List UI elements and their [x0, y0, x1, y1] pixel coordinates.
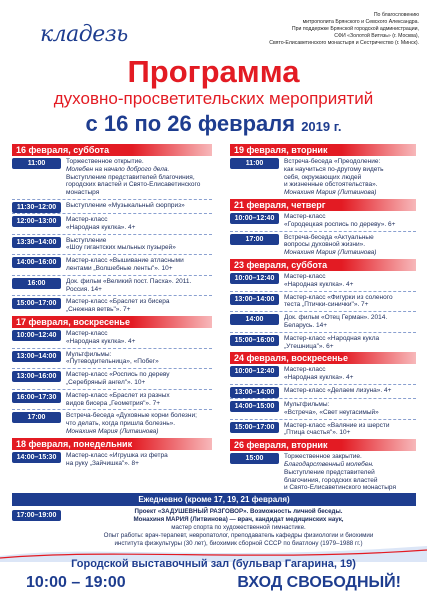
event-time: 13:00–14:00 [230, 387, 279, 398]
event-row [230, 271, 416, 292]
event-row [12, 349, 212, 370]
event-row [230, 364, 416, 385]
event-line: Выступление представителей благочиния, [66, 173, 195, 181]
event-line: городских властей и Свято-Елисаветинского [66, 181, 201, 189]
event-time: 17:00 [12, 412, 61, 423]
event-description [279, 420, 416, 440]
event-line: Беларусь. 14+ [284, 321, 328, 329]
blessing-text [219, 12, 419, 47]
event-line: „Серебряный ангел"». 10+ [66, 378, 146, 386]
event-line: себя, окружающих людей [284, 173, 362, 181]
event-row [12, 369, 212, 390]
event-description [61, 296, 212, 316]
event-line: «Народная куклка». 4+ [66, 337, 136, 345]
event-time: 13:00–14:00 [12, 351, 61, 362]
day-section [12, 438, 212, 470]
event-row [12, 276, 212, 297]
daily-header: Ежедневно (кроме 17, 19, 21 февраля) [12, 493, 416, 506]
day-header: 26 февраля, вторник [230, 439, 416, 451]
event-description [279, 156, 416, 199]
event-line: Мастер-класс «Делаем лизуна». 4+ [284, 386, 392, 394]
event-line: Монахиня Мария (Литвинова) [284, 249, 377, 257]
event-time: 11:00 [230, 158, 279, 169]
daily-line: института физкультуры (30 лет), биохимик сборной СССР по биатлону (1979–1988 гг.) [114, 540, 363, 548]
venue-address: Городской выставочный зал (бульвар Гагарина, 19) [71, 558, 356, 570]
event-description [61, 349, 212, 369]
event-row [12, 255, 212, 276]
event-time: 16:00 [12, 278, 61, 289]
event-time: 14:00 [230, 314, 279, 325]
event-line: Мастер-класс «Народная кукла [284, 334, 380, 342]
event-line: монастыря [66, 189, 100, 197]
event-row [230, 156, 416, 199]
day-header: 19 февраля, вторник [230, 144, 416, 156]
event-line: и Свято-Елисаветинского монастыря [284, 484, 396, 492]
event-time: 14:00–15:30 [12, 452, 61, 463]
event-time: 15:00 [230, 453, 279, 464]
event-time: 15:00–17:00 [12, 298, 61, 309]
event-line: „Птица счастья"». 10+ [284, 429, 351, 437]
day-section [230, 439, 416, 494]
event-time: 10:00–12:40 [230, 273, 279, 284]
event-description [61, 200, 212, 213]
event-time: 10:00–12:40 [230, 213, 279, 224]
event-row [230, 211, 416, 232]
event-line: Монахиня Мария (Литвинова) [284, 189, 377, 197]
event-time: 15:00–17:00 [230, 422, 279, 433]
blessing-line: Свято-Елисаветинского монастыря и Сестричество (г. Минск). [269, 40, 419, 47]
event-row [12, 200, 212, 214]
blessing-line: СФИ «Золотой Витязь» (г. Москва), [334, 33, 419, 40]
event-time: 11:00 [12, 158, 61, 169]
event-description [279, 333, 416, 353]
event-time: 15:00–16:00 [230, 335, 279, 346]
event-row [12, 296, 212, 316]
event-description [279, 451, 416, 494]
day-section [12, 144, 212, 316]
day-section [230, 199, 416, 259]
event-line: Мастер-класс [66, 215, 108, 223]
event-row [12, 214, 212, 235]
event-line: Выступление [66, 236, 107, 244]
event-line: Мастер-класс «Валяние из шерсти [284, 421, 390, 429]
event-row [230, 385, 416, 399]
header [0, 0, 427, 56]
event-line: „Утешница"». 6+ [284, 342, 334, 350]
title-main: Программа [127, 54, 300, 89]
event-line: «Народная куклка». 4+ [284, 374, 354, 382]
event-line: Мастер-класс «Фигурки из соленого [284, 293, 393, 301]
event-description [61, 410, 212, 437]
day-header: 17 февраля, воскресенье [12, 316, 212, 328]
event-line: Мастер-класс «Игрушка из фетра [66, 451, 168, 459]
day-header: 23 февраля, суббота [230, 259, 416, 271]
event-line: «Шоу гигантских мыльных пузырей» [66, 244, 176, 252]
event-line: Док. фильм «Отец Герман». 2014. [284, 314, 388, 322]
event-description [279, 232, 416, 259]
event-line: на руку „Зайчишка"». 8+ [66, 459, 139, 467]
event-line: Мастер-класс «Браслет из разных [66, 391, 170, 399]
day-section [12, 316, 212, 438]
event-description [279, 312, 416, 332]
event-line: благочиния, городских властей [284, 476, 378, 484]
event-description [279, 399, 416, 419]
event-row [12, 390, 212, 411]
event-description [61, 450, 212, 470]
event-row [230, 420, 416, 440]
day-section [230, 352, 416, 439]
event-time: 10:00–12:40 [12, 330, 61, 341]
event-line: и жизненные обстоятельства». [284, 181, 378, 189]
logo: кладезь [40, 22, 128, 47]
event-line: видов бисера „Геометрия"». 7+ [66, 399, 161, 407]
event-time: 14:00–15:00 [230, 401, 279, 412]
event-row [12, 235, 212, 256]
event-row [12, 410, 212, 437]
event-line: Мастер-класс «Роспись по дереву [66, 371, 170, 379]
event-time: 13:30–14:00 [12, 237, 61, 248]
event-line: Встреча-беседа «Духовные корни болезни; [66, 412, 197, 420]
daily-time: 17:00–19:00 [12, 510, 61, 521]
event-description [61, 255, 212, 275]
event-line: «Встреча», «Свет неугасимый» [284, 408, 379, 416]
schedule-right-column [230, 144, 416, 494]
event-time: 14:00–16:00 [12, 257, 61, 268]
day-header: 21 февраля, четверг [230, 199, 416, 211]
event-line: Мультфильмы: [284, 400, 330, 408]
event-line: Мастер-класс «Вышивание атласными [66, 257, 184, 265]
event-line: «Народная куклка». 4+ [284, 280, 354, 288]
event-description [61, 276, 212, 296]
daily-line: Монахиня МАРИЯ (Литвинова) — врач, кандидат медицинских наук, [133, 516, 344, 524]
day-header: 24 февраля, воскресенье [230, 352, 416, 364]
event-line: Мастер-класс [284, 366, 326, 374]
event-description [279, 385, 416, 398]
event-description [279, 211, 416, 231]
event-line: Док. фильм «Великий пост. Пасха». 2011. [66, 277, 192, 285]
event-description [279, 271, 416, 291]
event-description [61, 235, 212, 255]
blessing-line: При поддержке Брянской городской администрации, [291, 26, 419, 33]
day-section [230, 259, 416, 352]
event-row [230, 292, 416, 313]
event-row [230, 451, 416, 494]
event-line: вопросы духовной жизни». [284, 241, 366, 249]
event-line: «Народная куклка». 4+ [66, 223, 136, 231]
title-sub: духовно-просветительских мероприятий [53, 89, 374, 108]
event-line: Торжественное закрытие. [284, 453, 362, 461]
event-line: «Городецкая роспись по дереву». 6+ [284, 220, 396, 228]
event-line: что делать, когда пришла болезнь». [66, 420, 175, 428]
event-description [61, 328, 212, 348]
event-time: 13:00–14:00 [230, 294, 279, 305]
blessing-line: По благословению [373, 12, 419, 18]
event-row [230, 312, 416, 333]
event-line: лентами „Волшебные ленты"». 10+ [66, 264, 173, 272]
day-header: 18 февраля, понедельник [12, 438, 212, 450]
event-line: Мастер-класс «Браслет из бисера [66, 298, 170, 306]
event-time: 12:00–13:00 [12, 216, 61, 227]
event-line: Благодарственный молебен. [284, 460, 374, 468]
event-description [279, 292, 416, 312]
blessing-line: митрополита Брянского и Севского Александра. [302, 19, 419, 26]
event-description [61, 369, 212, 389]
daily-line: Проект «ЗАДУШЕВНЫЙ РАЗГОВОР». Возможность личной беседы. [134, 508, 343, 515]
event-description [61, 156, 212, 199]
daily-line: мастер спорта по художественной гимнастике. [171, 524, 306, 532]
event-row [230, 232, 416, 259]
day-section [230, 144, 416, 199]
event-line: Мастер-класс [66, 329, 108, 337]
event-line: Выступление «Музыкальный сюрприз» [66, 201, 185, 209]
schedule-left-column [12, 144, 212, 469]
title-dates [0, 113, 427, 135]
event-line: теста „Птички-синички"». 7+ [284, 301, 369, 309]
event-line: Россия. 14+ [66, 285, 102, 293]
event-line: Мастер-класс [284, 212, 326, 220]
day-header: 16 февраля, суббота [12, 144, 212, 156]
event-line: «Путеводительница», «Побег» [66, 358, 159, 366]
event-row [230, 333, 416, 353]
event-row [12, 156, 212, 200]
event-line: Встреча-беседа «Преодоление: [284, 158, 381, 165]
event-line: Мультфильмы: [66, 350, 112, 358]
event-line: Торжественное открытие. [66, 158, 144, 165]
daily-line: Опыт работы: врач-терапевт, невропатолог, преподаватель кафедры физиологии и биохимии [103, 532, 374, 540]
event-time: 11:30–12:00 [12, 202, 61, 213]
event-description [61, 390, 212, 410]
event-time: 13:00–16:00 [12, 371, 61, 382]
event-line: Мастер-класс [284, 272, 326, 280]
title-year: 2019 г. [301, 119, 342, 134]
event-row [230, 399, 416, 420]
event-description [61, 214, 212, 234]
event-description [279, 364, 416, 384]
title-dates-range: с 16 по 26 февраля [85, 111, 296, 136]
event-line: Молебен на начало доброго дела. [66, 165, 170, 173]
event-row [12, 328, 212, 349]
event-line: как научиться по-другому видеть [284, 165, 384, 173]
event-row [12, 450, 212, 470]
event-time: 17:00 [230, 234, 279, 245]
event-line: „Снежная ветвь"». 7+ [66, 306, 131, 314]
event-line: Выступление представителей [284, 468, 375, 476]
opening-hours: 10:00 – 19:00 [26, 574, 126, 591]
event-time: 10:00–12:40 [230, 366, 279, 377]
event-line: Монахиня Мария (Литвинова) [66, 427, 159, 435]
event-time: 16:00–17:30 [12, 392, 61, 403]
free-entry: ВХОД СВОБОДНЫЙ! [237, 574, 401, 591]
event-line: Встреча-беседа «Актуальные [284, 233, 374, 241]
